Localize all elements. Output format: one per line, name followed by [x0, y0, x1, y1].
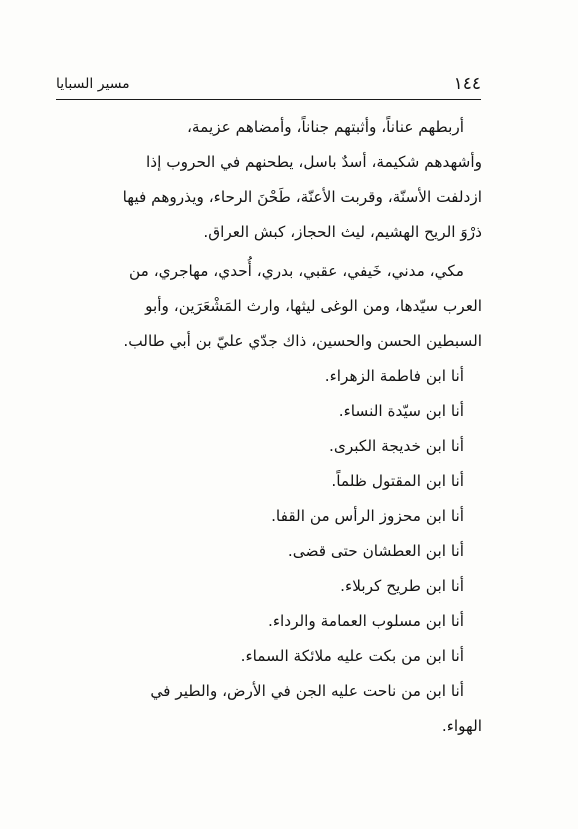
text-line: الهواء. — [441, 717, 482, 735]
text-line: أنا ابن من ناحت عليه الجن في الأرض، والطير في — [150, 682, 464, 700]
text-line: ازدلفت الأسنّة، وقربت الأعنّة، طَحْنَ الرحاء، ويذروهم فيها — [122, 188, 482, 206]
paragraph-2 — [62, 254, 482, 359]
text-line: السبطين الحسن والحسين، ذاك جدّي عليّ بن أبي طالب. — [123, 332, 482, 350]
lineage-line: أنا ابن محزوز الرأس من القفا. — [271, 507, 464, 525]
lineage-line: أنا ابن طريح كربلاء. — [340, 577, 464, 595]
text-line: ذرْوَ الريح الهشيم، ليث الحجاز، كبش العراق. — [203, 223, 482, 241]
paragraph-last — [62, 674, 482, 744]
header-divider — [56, 99, 481, 100]
running-title: مسير السبايا — [56, 76, 130, 92]
lineage-line: أنا ابن سيّدة النساء. — [338, 402, 464, 420]
text-line: العرب سيّدها، ومن الوغى ليثها، وارث المَشْعَرَين، وأبو — [145, 297, 482, 315]
page-header — [56, 74, 481, 96]
lineage-line: أنا ابن المقتول ظلماً. — [331, 472, 464, 490]
lineage-line: أنا ابن العطشان حتى قضى. — [287, 542, 464, 560]
text-line: وأشهدهم شكيمة، أسدٌ باسل، يطحنهم في الحروب إذا — [146, 153, 482, 171]
text-line: أربطهم عناناً، وأثبتهم جناناً، وأمضاهم عزيمة، — [186, 118, 464, 136]
paragraph-1 — [62, 110, 482, 250]
page-number: ١٤٤ — [453, 74, 481, 94]
lineage-line: أنا ابن مسلوب العمامة والرداء. — [267, 612, 464, 630]
lineage-line: أنا ابن خديجة الكبرى. — [329, 437, 464, 455]
lineage-line: أنا ابن من بكت عليه ملائكة السماء. — [240, 647, 464, 665]
body-text — [62, 110, 482, 744]
lineage-line: أنا ابن فاطمة الزهراء. — [324, 367, 464, 385]
text-line: مكي، مدني، خَيفي، عقبي، بدري، أُحدي، مهاجري، من — [129, 262, 464, 280]
lineage-lines — [62, 359, 482, 674]
